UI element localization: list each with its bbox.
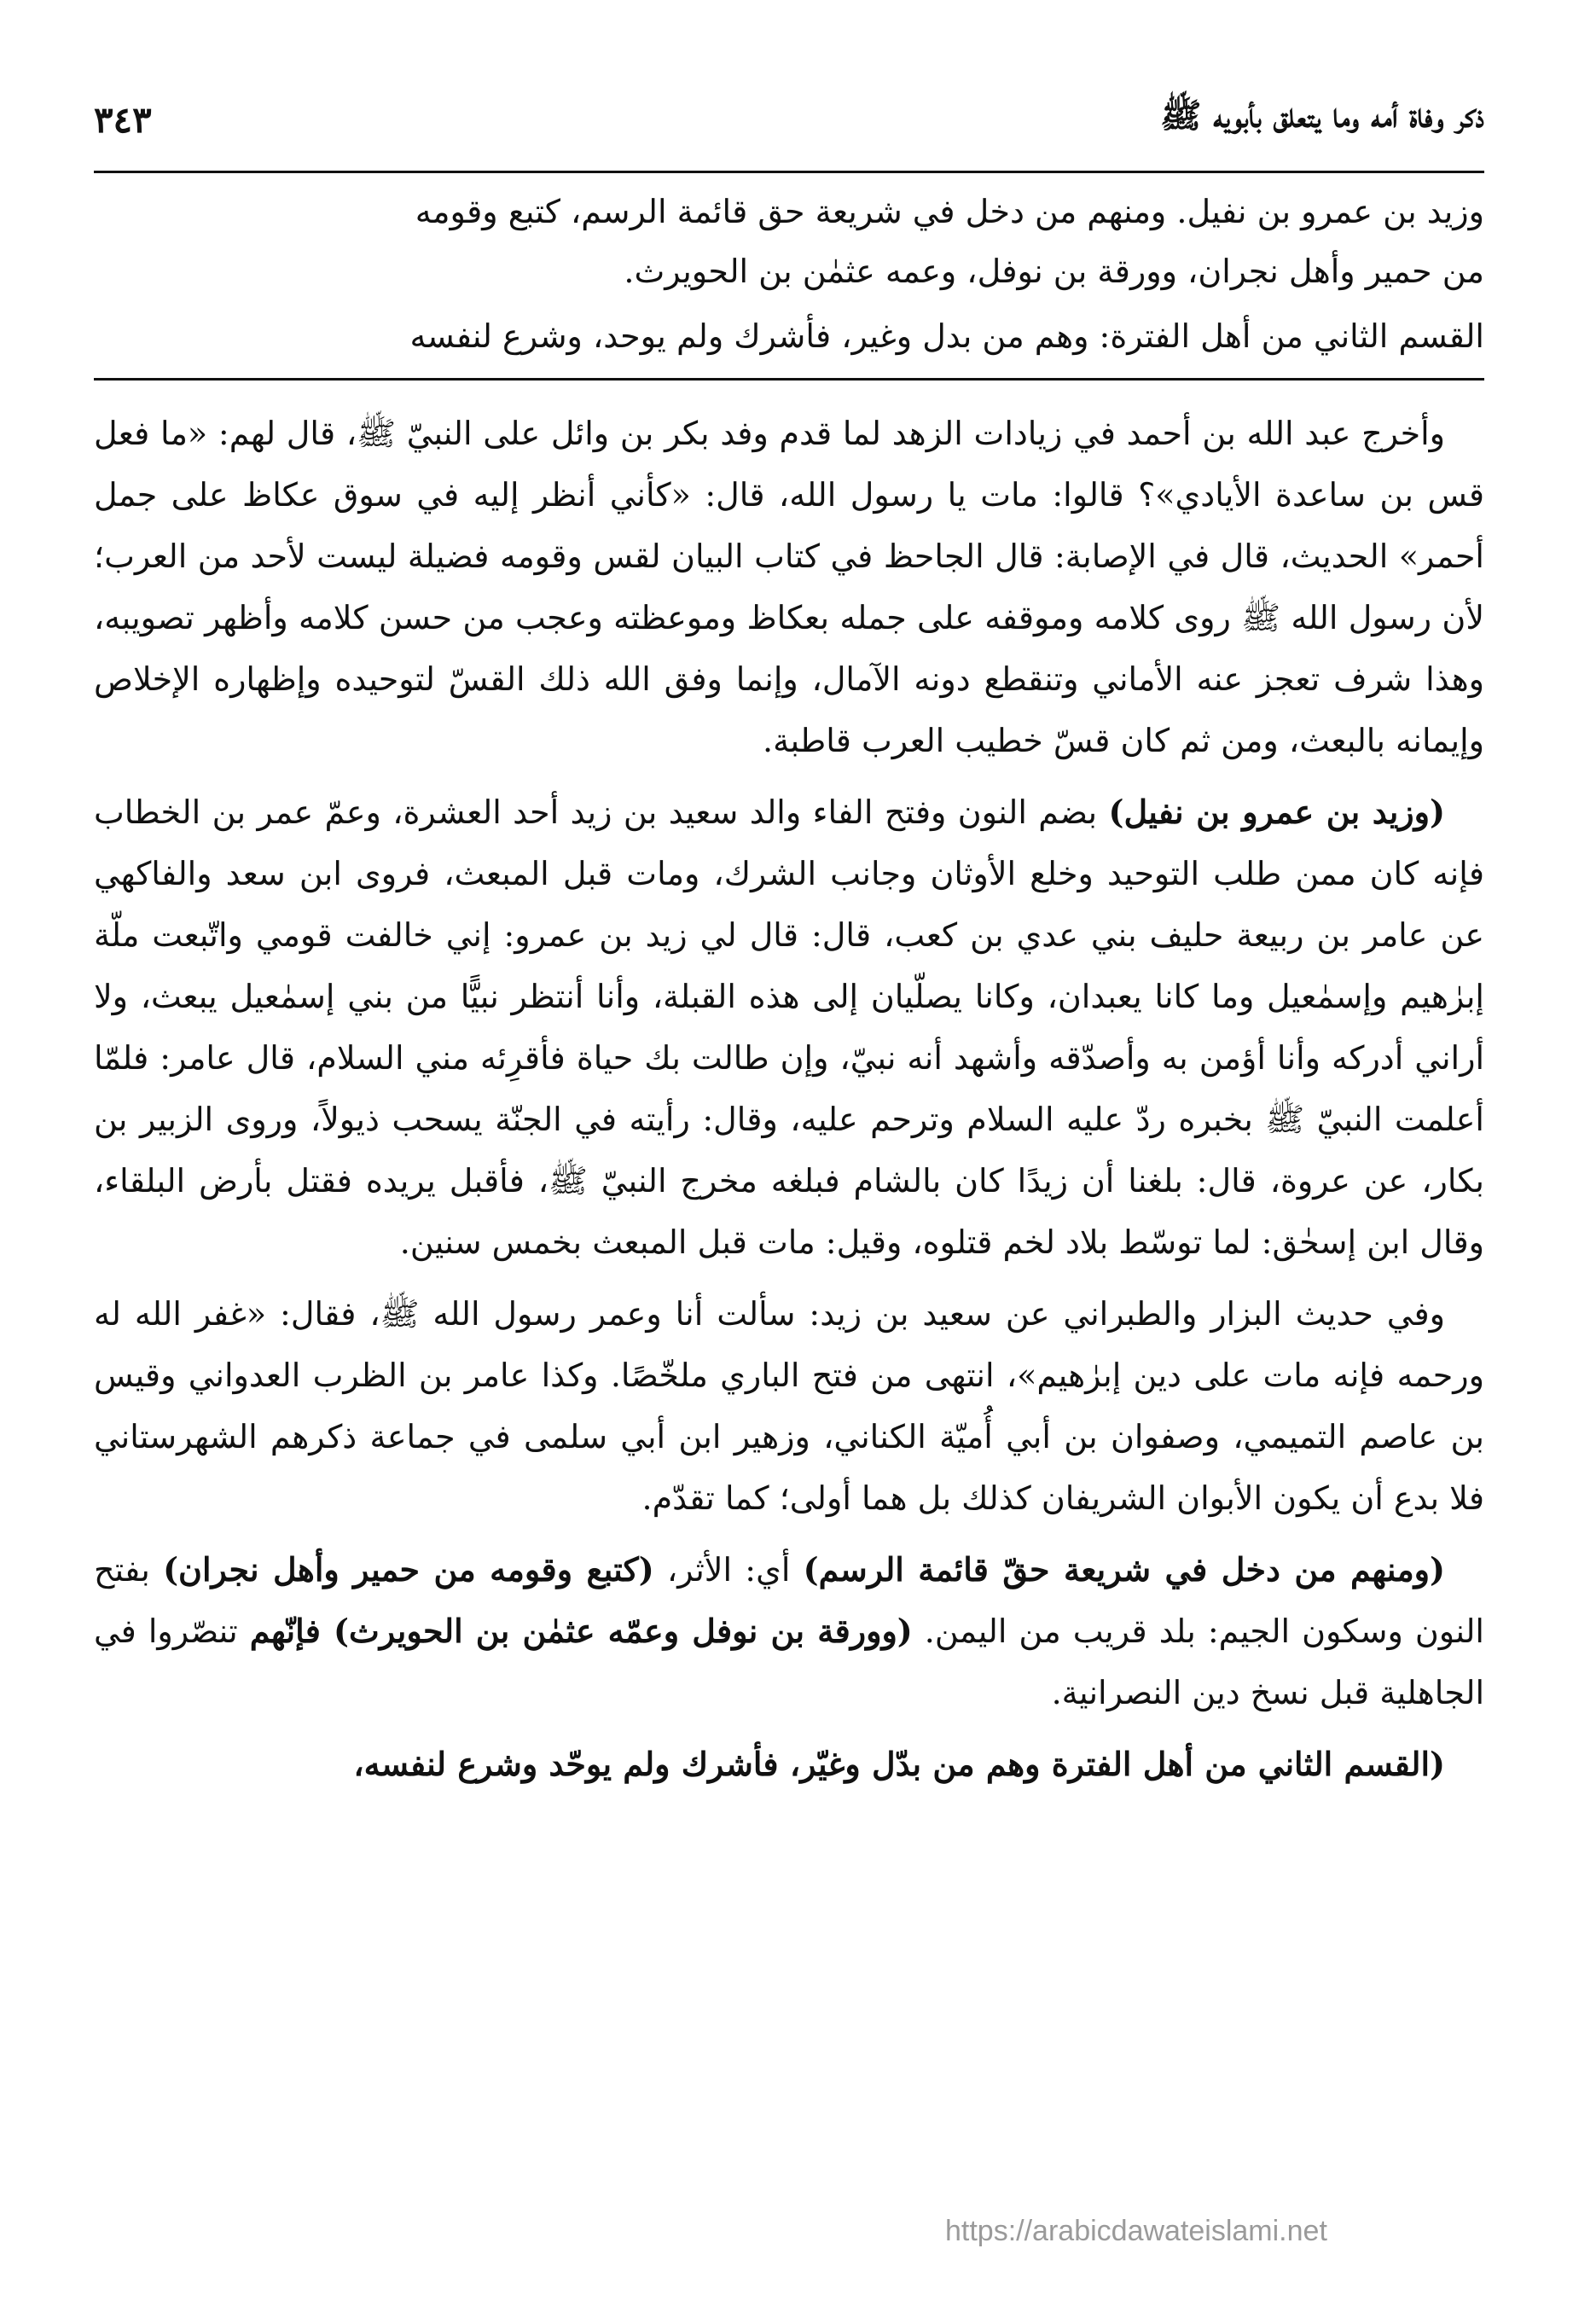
commentary [94,381,1484,1795]
commentary-paragraph [94,781,1484,1273]
commentary-paragraph [94,1734,1484,1795]
book-page [94,68,1484,2286]
commentary-text: بضم النون وفتح الفاء والد سعيد بن زيد أحد العشرة، وعمّ عمر بن الخطاب فإنه كان ممن طلب التوحيد وخلع الأوثان وجانب الشرك، ومات قبل المبعث، فروى ابن سعد والفاكهي عن عامر بن ربيعة حليف بني عدي بن كعب، قال: قال لي زيد بن عمرو: إني خالفت قومي واتّبعت ملّة إبرٰهيم وإسمٰعيل وما كانا يعبدان، وكانا يصلّيان إلى هذه القبلة، وأنا أنتظر نبيًّا من بني إسمٰعيل يبعث، ولا أراني أدركه وأنا أؤمن به وأصدّقه وأشهد أنه نبيّ، وإن طالت بك حياة فأقرِئه مني السلام، قال عامر: فلمّا أعلمت النبيّ ﷺ بخبره ردّ عليه السلام وترحم عليه، وقال: رأيته في الجنّة يسحب ذيولاً، وروى الزبير بن بكار، عن عروة، قال: بلغنا أن زيدًا كان بالشام فبلغه مخرج النبيّ ﷺ، فأقبل يريده فقتل بأرض البلقاء، وقال ابن إسحٰق: لما توسّط بلاد لخم قتلوه، وقيل: مات قبل المبعث بخمس سنين. [94,793,1484,1261]
lemma: (القسم الثاني من أهل الفترة وهم من بدّل وغيّر، فأشرك ولم يوحّد وشرع لنفسه، [353,1745,1445,1783]
lemma: فإنّهم [249,1612,334,1650]
commentary-text: أي: الأثر، [653,1551,804,1589]
main-text-line: من حمير وأهل نجران، وورقة بن نوفل، وعمه عثمٰن بن الحويرث. [624,253,1484,290]
commentary-text: تنصّروا في الجاهلية قبل نسخ دين النصرانية. [94,1612,1484,1711]
lemma: (كتبع وقومه من حمير وأهل نجران) [163,1550,654,1589]
commentary-paragraph: وأخرج عبد الله بن أحمد في زيادات الزهد لما قدم وفد بكر بن وائل على النبيّ ﷺ، قال لهم: «ما فعل قس بن ساعدة الأيادي»؟ قالوا: مات يا رسول الله، قال: «كأني أنظر إليه في سوق عكاظ على جمل أحمر» الحديث، قال في الإصابة: قال الجاحظ في كتاب البيان لقس وقومه فضيلة ليست لأحد من العرب؛ لأن رسول الله ﷺ روى كلامه وموقفه على جمله بعكاظ وموعظته وعجب من حسن كلامه وأظهر تصويبه، وهذا شرف تعجز عنه الأماني وتنقطع دونه الآمال، وإنما وفق الله ذلك القسّ لتوحيده وإظهاره الإخلاص وإيمانه بالبعث، ومن ثم كان قسّ خطيب العرب قاطبة. [94,415,1484,759]
running-header [94,68,1484,171]
commentary-paragraph [94,1539,1484,1723]
main-text-line: وزيد بن عمرو بن نفيل. ومنهم من دخل في شريعة حق قائمة الرسم، كتبع وقومه [415,193,1484,230]
lemma: (وزيد بن عمرو بن نفيل) [1108,793,1445,831]
commentary-paragraph: وفي حديث البزار والطبراني عن سعيد بن زيد: سألت أنا وعمر رسول الله ﷺ، فقال: «غفر الله له ورحمه فإنه مات على دين إبرٰهيم»، انتهى من فتح الباري ملخّصًا. وكذا عامر بن الظرب العدواني وقيس بن عاصم التميمي، وصفوان بن أبي أُميّة الكناني، وزهير ابن أبي سلمى في جماعة ذكرهم الشهرستاني فلا بدع أن يكون الأبوان الشريفان كذلك بل هما أولى؛ كما تقدّم. [94,1295,1484,1517]
page-number: ٣٤٣ [94,98,152,141]
chapter-title: ذكر وفاة أمه وما يتعلق بأبويه ﷺ [1160,96,1484,136]
watermark-url: https://arabicdawateislami.net [945,2215,1327,2247]
lemma: (ومنهم من دخل في شريعة حقّ قائمة الرسم) [803,1550,1446,1589]
commentary-text: بفتح النون وسكون الجيم: بلد قريب من اليمن. [94,1551,1484,1650]
main-text [94,173,1484,378]
lemma: (وورقة بن نوفل وعمّه عثمٰن بن الحويرث) [334,1612,913,1650]
main-text-line: القسم الثاني من أهل الفترة: وهم من بدل وغير، فأشرك ولم يوحد، وشرع لنفسه [409,317,1484,355]
